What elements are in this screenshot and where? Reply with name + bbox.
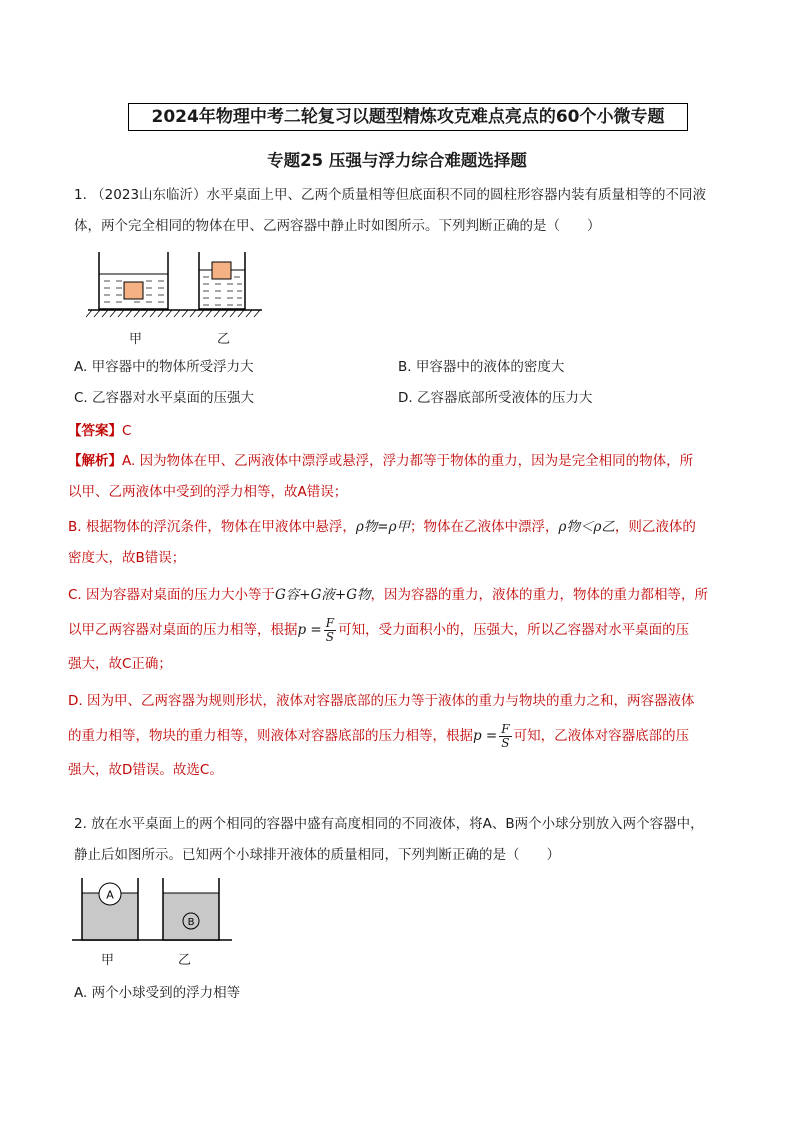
analysis-line: 强大，故D错误。故选C。	[68, 762, 223, 778]
q2-stem	[74, 809, 724, 871]
analysis-line: D. 因为甲、乙两容器为规则形状，液体对容器底部的压力等于液体的重力与物块的重力之和，两容器液体	[68, 693, 695, 709]
formula-f-over-s	[324, 617, 336, 644]
analysis-text: ，则乙液体的	[614, 519, 696, 535]
formula-numerator: F	[501, 721, 510, 736]
q1-option-c: C. 乙容器对水平桌面的压强大	[74, 390, 255, 406]
analysis-line	[68, 580, 728, 611]
answer-label: 【答案】	[68, 423, 122, 439]
ball-b-label: B	[187, 917, 195, 928]
analysis-line: 密度大，故B错误；	[68, 550, 186, 566]
q1-option-b: B. 甲容器中的液体的密度大	[398, 359, 565, 375]
analysis-line: 强大，故C正确；	[68, 656, 172, 672]
analysis-text: C. 因为容器对桌面的压力大小等于	[68, 587, 276, 603]
analysis-text: 可知，受力面积小的，压强大，所以乙容器对水平桌面的压	[338, 622, 690, 638]
analysis-line	[68, 512, 728, 543]
q2-option-a: A. 两个小球受到的浮力相等	[74, 985, 241, 1001]
analysis-text: ，因为容器的重力，液体的重力，物体的重力都相等，所	[370, 587, 708, 603]
analysis-line: 以甲、乙两液体中受到的浮力相等，故A错误；	[68, 484, 348, 500]
ball-a-label: A	[106, 888, 114, 902]
analysis-text: A. 因为物体在甲、乙两液体中漂浮或悬浮，浮力都等于物体的重力，因为是完全相同的物体，所	[122, 453, 694, 469]
q1-stem-line: 1. （2023山东临沂）水平桌面上甲、乙两个质量相等但底面积不同的圆柱形容器内装有质量相等的不同液	[74, 187, 707, 203]
q1-figure-label-yi: 乙	[217, 332, 231, 347]
formula-numerator: F	[325, 615, 335, 630]
formula-p: p =	[297, 622, 322, 638]
q2-stem-line: 2. 放在水平桌面上的两个相同的容器中盛有高度相同的不同液体，将A、B两个小球分别放入两个容器中，	[74, 816, 704, 832]
document-subtitle: 专题25 压强与浮力综合难题选择题	[267, 151, 527, 170]
q1-analysis	[68, 446, 728, 786]
q2-stem-line: 静止后如图所示。已知两个小球排开液体的质量相同，下列判断正确的是（ ）	[74, 847, 560, 863]
q1-stem	[74, 180, 724, 242]
analysis-line	[68, 611, 728, 649]
q1-option-d: D. 乙容器底部所受液体的压力大	[398, 390, 593, 406]
q1-answer	[68, 421, 131, 441]
formula-denominator: S	[325, 629, 335, 644]
q1-figure	[86, 250, 266, 325]
q2-figure-label-yi: 乙	[178, 953, 192, 968]
q2-figure	[72, 876, 234, 944]
formula-p: p =	[473, 728, 498, 744]
analysis-label: 【解析】	[68, 453, 122, 469]
document-title: 2024年物理中考二轮复习以题型精炼攻克难点亮点的60个小微专题	[128, 103, 688, 131]
formula-rho-equal: ρ物=ρ甲	[355, 519, 411, 535]
formula-rho-less: ρ物＜ρ乙	[558, 519, 615, 535]
analysis-text: B. 根据物体的浮沉条件，物体在甲液体中悬浮，	[68, 519, 356, 535]
analysis-text: 可知，乙液体对容器底部的压	[513, 728, 690, 744]
analysis-text: 的重力相等，物块的重力相等，则液体对容器底部的压力相等，根据	[68, 728, 473, 744]
analysis-text: ；物体在乙液体中漂浮，	[410, 519, 559, 535]
q1-option-a: A. 甲容器中的物体所受浮力大	[74, 359, 254, 375]
q1-figure-label-jia: 甲	[129, 332, 143, 347]
analysis-line	[68, 717, 728, 755]
formula-f-over-s	[499, 723, 511, 750]
formula-weight-sum: G容+G液+G物	[275, 587, 371, 603]
analysis-text: 以甲乙两容器对桌面的压力相等，根据	[68, 622, 298, 638]
q1-stem-line: 体，两个完全相同的物体在甲、乙两容器中静止时如图所示。下列判断正确的是（ ）	[74, 218, 601, 234]
q2-figure-label-jia: 甲	[101, 953, 115, 968]
analysis-line	[68, 446, 728, 477]
answer-value: C	[122, 423, 132, 439]
formula-denominator: S	[501, 735, 510, 750]
